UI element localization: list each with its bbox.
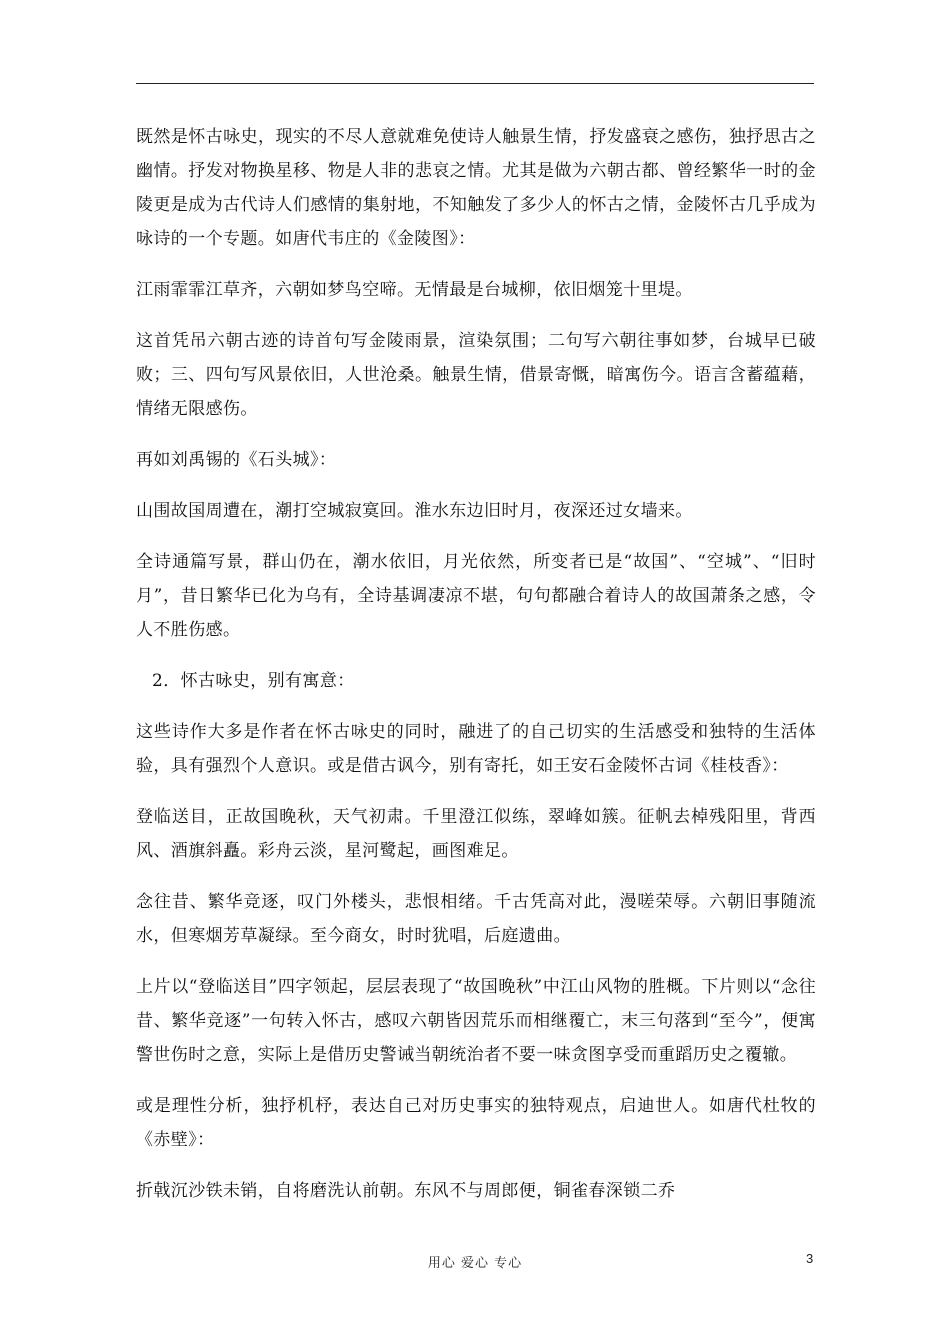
paragraph-analysis-guizhixiang: 上片以“登临送目”四字领起，层层表现了“故国晚秋”中江山风物的胜概。下片则以“念往昔、繁华竞逐”一句转入怀古，感叹六朝皆因荒乐而相继覆亡，末三句落到“至今”，便寓警世伤时之意，实际上是借历史警诫当朝统治者不要一味贪图享受而重蹈历史之覆辙。	[136, 977, 816, 1065]
paragraph-section-2-intro: 这些诗作大多是作者在怀古咏史的同时，融进了的自己切实的生活感受和独特的生活体验，具有强烈个人意识。或是借古讽今，别有寄托，如王安石金陵怀古词《桂枝香》：	[136, 722, 816, 776]
paragraph-shitoucheng-intro: 再如刘禹锡的《石头城》：	[136, 450, 337, 470]
paragraph-chibi-intro: 或是理性分析，独抒机杼，表达自己对历史事实的独特观点，启迪世人。如唐代杜牧的《赤壁》：	[136, 1096, 816, 1150]
paragraph-analysis-jinling: 这首凭吊六朝古迹的诗首句写金陵雨景，渲染氛围；二句写六朝往事如梦，台城早已破败；三、四句写风景依旧，人世沧桑。触景生情，借景寄慨，暗寓伤今。语言含蓄蕴藉，情绪无限感伤。	[136, 331, 816, 419]
section-heading-2: 2．怀古咏史，别有寓意：	[152, 671, 355, 691]
poem-chibi: 折戟沉沙铁未销，自将磨洗认前朝。东风不与周郎便，铜雀春深锁二乔	[136, 1181, 676, 1201]
poem-jinling-tu: 江雨霏霏江草齐，六朝如梦鸟空啼。无情最是台城柳，依旧烟笼十里堤。	[136, 280, 693, 300]
document-body	[136, 120, 816, 1208]
poem-guizhixiang-part1: 登临送目，正故国晚秋，天气初肃。千里澄江似练，翠峰如簇。征帆去棹残阳里，背西风、酒旗斜矗。彩舟云淡，星河鹭起，画图难足。	[136, 807, 816, 861]
footer-motto: 用心 爱心 专心	[427, 1256, 523, 1271]
page-number: 3	[806, 1251, 814, 1266]
paragraph-analysis-shitoucheng: 全诗通篇写景，群山仍在，潮水依旧，月光依然，所变者已是“故国”、“空城”、“旧时月”，昔日繁华已化为乌有，全诗基调凄凉不堪，句句都融合着诗人的故国萧条之感，令人不胜伤感。	[136, 552, 816, 640]
header-rule	[136, 83, 814, 84]
poem-shitoucheng: 山围故国周遭在，潮打空城寂寞回。淮水东边旧时月，夜深还过女墙来。	[136, 501, 693, 521]
paragraph-intro: 既然是怀古咏史，现实的不尽人意就难免使诗人触景生情，抒发盛衰之感伤，独抒思古之幽情。抒发对物换星移、物是人非的悲哀之情。尤其是做为六朝古都、曾经繁华一时的金陵更是成为古代诗人们感情的集射地，不知触发了多少人的怀古之情，金陵怀古几乎成为咏诗的一个专题。如唐代韦庄的《金陵图》：	[136, 127, 816, 249]
poem-guizhixiang-part2: 念往昔、繁华竞逐，叹门外楼头，悲恨相绪。千古凭高对此，漫嗟荣辱。六朝旧事随流水，但寒烟芳草凝绿。至今商女，时时犹唱，后庭遗曲。	[136, 892, 816, 946]
